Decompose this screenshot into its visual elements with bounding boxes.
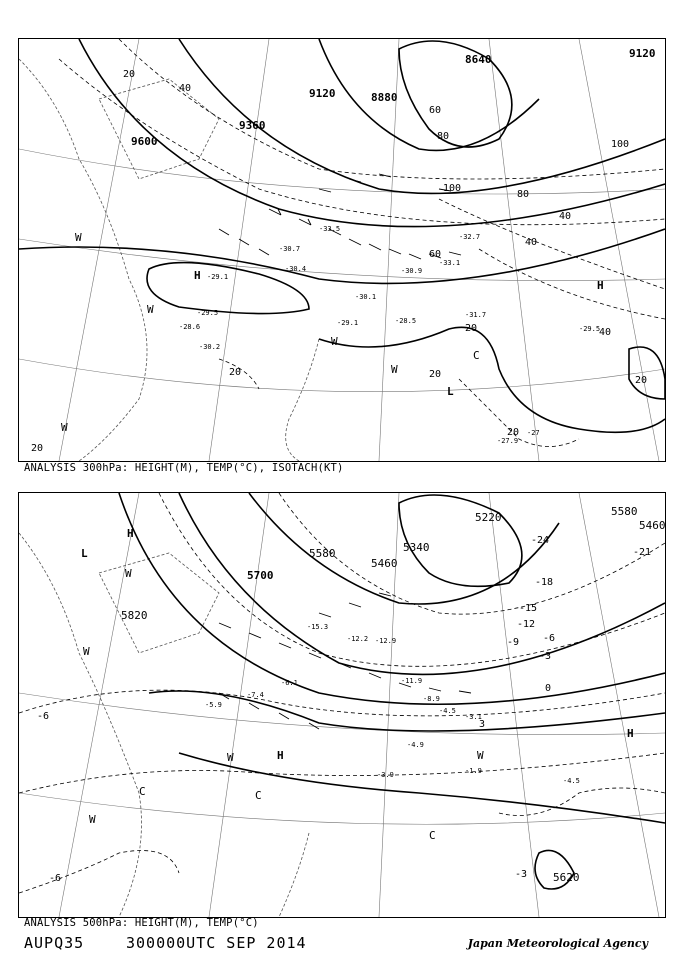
temperature-label: -29.5	[197, 309, 219, 317]
isotherm-label: -21	[633, 547, 652, 558]
isotach-label: 40	[559, 211, 572, 222]
temperature-label: -31.7	[465, 311, 487, 319]
height-label: 5580	[309, 547, 336, 560]
isotach-label: 20	[31, 443, 44, 454]
temperature-label: -7.4	[247, 691, 264, 699]
temperature-label: -12.2	[347, 635, 369, 643]
temperature-label: -11.9	[401, 677, 423, 685]
height-label: 5580	[611, 505, 638, 518]
product-code: AUPQ35	[24, 934, 85, 952]
temperature-label: -4.5	[563, 777, 580, 785]
isotherm-label: 3	[479, 719, 486, 730]
center-marker: C	[255, 789, 262, 802]
coastlines	[19, 59, 319, 461]
height-label: 9120	[309, 87, 336, 100]
temperature-label: -1.9	[465, 767, 482, 775]
isotach-label: 20	[123, 69, 136, 80]
isotherm-labels	[37, 535, 651, 884]
isotherm-label: 0	[545, 683, 552, 694]
height-label: 5460	[639, 519, 665, 532]
graticule-lines	[19, 39, 665, 461]
wind-barbs	[219, 593, 471, 729]
temperature-label: -29.5	[579, 325, 601, 333]
center-marker: H	[627, 727, 634, 740]
isotherm-label: -12	[517, 619, 536, 630]
temperature-label: -5.9	[205, 701, 222, 709]
temperature-label: -27	[527, 429, 540, 437]
isotherm-label: -15	[519, 603, 538, 614]
center-marker: W	[61, 421, 68, 434]
height-labels	[131, 47, 656, 148]
center-marker: W	[75, 231, 82, 244]
height-label: 8640	[465, 53, 492, 66]
temperature-label: -30.1	[355, 293, 377, 301]
height-label: 9360	[239, 119, 266, 132]
height-label: 9120	[629, 47, 656, 60]
temperature-label: -3.1	[465, 713, 482, 721]
isotach-label: 20	[635, 375, 648, 386]
height-label: 5340	[403, 541, 430, 554]
center-marker: L	[447, 385, 454, 398]
isotherm-label: -6	[49, 873, 62, 884]
temperature-label: -27.9	[497, 437, 519, 445]
isotach-label: 80	[437, 131, 450, 142]
temperature-label: -15.3	[307, 623, 329, 631]
height-contours	[119, 493, 665, 889]
isotach-label: 60	[429, 105, 442, 116]
temperature-label: -29.1	[207, 273, 229, 281]
center-marker: W	[125, 567, 132, 580]
temperature-label: -12.9	[375, 637, 397, 645]
isotach-label: 20	[429, 369, 442, 380]
caption-300hpa: ANALYSIS 300hPa: HEIGHT(M), TEMP(°C), ISOTACH(KT)	[24, 462, 344, 474]
isotherm-label: -3	[539, 651, 552, 662]
height-label: 5620	[553, 871, 580, 884]
isotach-label: 40	[599, 327, 612, 338]
isotach-label: 40	[179, 83, 192, 94]
height-label: 5820	[121, 609, 148, 622]
graticule-lines	[19, 493, 665, 917]
height-label: 8880	[371, 91, 398, 104]
temperature-label: -28.6	[179, 323, 201, 331]
temperature-label: -4.9	[407, 741, 424, 749]
isotach-label: 20	[465, 323, 478, 334]
isotherm-label: -3	[515, 869, 528, 880]
temperature-label: -6.1	[281, 679, 298, 687]
center-marker: C	[473, 349, 480, 362]
height-label: 5460	[371, 557, 398, 570]
isotach-label: 100	[443, 183, 462, 194]
center-marker: L	[81, 547, 88, 560]
temperature-label: -30.7	[279, 245, 301, 253]
temperature-label: -33.5	[319, 225, 341, 233]
center-marker: H	[277, 749, 284, 762]
caption-500hpa: ANALYSIS 500hPa: HEIGHT(M), TEMP(°C)	[24, 917, 259, 929]
isotach-label: 80	[517, 189, 530, 200]
temperature-label: -28.5	[395, 317, 417, 325]
height-labels	[121, 505, 665, 884]
center-marker: W	[477, 749, 484, 762]
temperature-label: -33.1	[439, 259, 461, 267]
isotherm-label: -18	[535, 577, 554, 588]
coastlines	[19, 533, 309, 917]
temperature-label: -30.2	[199, 343, 221, 351]
center-marker: C	[429, 829, 436, 842]
temperature-label: -3.9	[377, 771, 394, 779]
temperature-label: -30.4	[285, 265, 307, 273]
map-panel-500hpa	[18, 492, 666, 918]
map-500hpa-svg	[19, 493, 665, 917]
temperature-label: -29.1	[337, 319, 359, 327]
analysis-time: 300000UTC SEP 2014	[126, 934, 307, 952]
center-marker: W	[83, 645, 90, 658]
isotach-label: 60	[429, 249, 442, 260]
isotach-label: 20	[507, 427, 520, 438]
agency-name: Japan Meteorological Agency	[467, 937, 648, 950]
isotherm-label: -9	[507, 637, 520, 648]
temperature-label: -4.5	[439, 707, 456, 715]
height-label: 5700	[247, 569, 274, 582]
center-marker: H	[127, 527, 134, 540]
isotach-label: 40	[525, 237, 538, 248]
center-marker: W	[147, 303, 154, 316]
height-label: 5220	[475, 511, 502, 524]
center-marker: H	[597, 279, 604, 292]
center-marker: W	[89, 813, 96, 826]
isotach-contours	[59, 39, 665, 447]
isotherm-label: -6	[37, 711, 50, 722]
center-marker: W	[227, 751, 234, 764]
isotherm-label: -24	[531, 535, 550, 546]
isotach-label: 100	[611, 139, 630, 150]
center-marker: W	[331, 335, 338, 348]
temperature-label: -30.9	[401, 267, 423, 275]
center-marker: H	[194, 269, 201, 282]
center-marker: C	[139, 785, 146, 798]
map-panel-300hpa	[18, 38, 666, 462]
center-marker: W	[391, 363, 398, 376]
height-contours	[19, 39, 665, 432]
map-300hpa-svg	[19, 39, 665, 461]
temperature-labels	[179, 225, 600, 445]
isotach-label: 20	[229, 367, 242, 378]
temperature-label: -32.7	[459, 233, 481, 241]
temperature-label: -8.9	[423, 695, 440, 703]
height-label: 9600	[131, 135, 158, 148]
isotherm-label: -6	[543, 633, 556, 644]
